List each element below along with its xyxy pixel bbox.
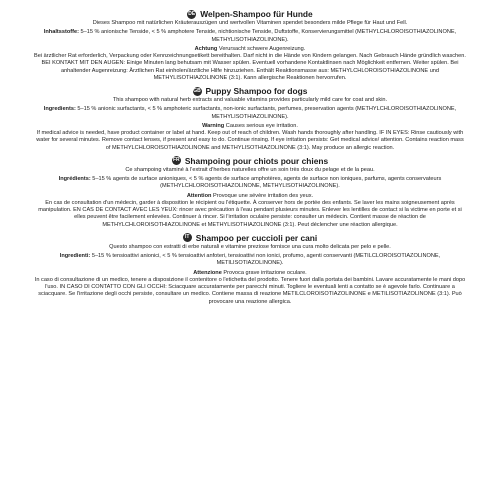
ingredients-paragraph — [34, 29, 466, 44]
ingredients-text: 5–15 % tensioattivi anionici, < 5 % tensioattivi anfoteri, tensioattivi non ionici, profumo, agenti conservanti (METILCLOROISOTIAZOLINONE, METILISOTIAZOLINONE). — [91, 253, 441, 267]
section-intro: Questo shampoo con estratti di erbe naturali e vitamine preziose fornisce una cura molto delicata per pelo e pelle. — [109, 243, 391, 250]
label-text-page — [34, 9, 466, 306]
warning-paragraph — [34, 123, 466, 130]
ingredients-paragraph — [34, 106, 466, 121]
section-de — [34, 9, 466, 82]
section-title: Puppy Shampoo for dogs — [205, 86, 308, 96]
ingredients-label: Ingredienti: — [59, 253, 91, 259]
ingredients-paragraph — [34, 176, 466, 191]
section-intro: Dieses Shampoo mit natürlichen Kräuterauszügen und wertvollen Vitaminen spendet besonders milde Pflege für Haut und Fell. — [92, 20, 408, 26]
section-intro: This shampoo with natural herb extracts and valuable vitamins provides particularly mild care for coat and skin. — [112, 97, 388, 103]
warning-text: Verursacht schwere Augenreizung. — [218, 45, 306, 52]
section-fr — [34, 156, 466, 229]
warning-label: Achtung — [194, 45, 218, 52]
language-badge: GB — [193, 87, 201, 94]
section-title: Welpen-Shampoo für Hunde — [200, 9, 313, 19]
language-badge: DE — [188, 10, 196, 17]
warning-text: Provoca grave irritazione oculare. — [223, 269, 307, 276]
section-title: Shampoing pour chiots pour chiens — [184, 155, 329, 166]
ingredients-text: 5–15 % anionische Tenside, < 5 % amphotere Tenside, nichtionische Tenside, Duftstoffe, Konservierungsmittel (METHYLCHLOROISOTHIAZOLINONE, METHYLISOTHIAZOLINONE). — [80, 29, 457, 43]
safety-details: En cas de consultation d'un médecin, garder à disposition le récipient ou l'étiquette. À conserver hors de portée des enfants. Se laver les mains soigneusement après manipulation. EN CAS DE CONTACT AVEC LES YEUX: rincer avec précaution à l'eau pendant plusieurs minutes. Enlever les lentilles de contact si la victime en porte et si elles peuvent être facilement enlevées. Continuer à rincer. Si l'irritation oculaire persiste: consulter un médecin. Contient masse de réaction de METHYLCHLOROISOTHIAZOLINONE et METHYLISOTHIAZOLINONE (3:1). Peut déclencher une réaction allergique. — [38, 199, 462, 228]
warning-paragraph — [34, 193, 466, 200]
warning-paragraph — [34, 46, 466, 53]
section-heading — [34, 86, 466, 96]
section-it — [34, 233, 466, 306]
warning-paragraph — [34, 270, 466, 277]
section-en — [34, 86, 466, 152]
safety-details: If medical advice is needed, have product container or label at hand. Keep out of reach of children. Wash hands thoroughly after handling. IF IN EYES: Rinse cautiously with water for several minutes. Remove contact lenses, if present and easy to do. Continue rinsing. If eye irritation persists: Get medical advice/ attention. Contains reaction mass of METHYLCHLOROISOTHIAZOLINONE and METHYLISOTHIAZOLINONE (3:1). May produce an allergic reaction. — [36, 130, 464, 151]
warning-label: Attenzione — [193, 269, 222, 276]
warning-text: Causes serious eye irritation. — [225, 122, 298, 129]
language-badge: FR — [173, 157, 180, 164]
ingredients-label: Ingrédients: — [58, 176, 91, 182]
safety-details: In caso di consultazione di un medico, tenere a disposizione il contenitore o l'etichetta del prodotto. Tenere fuori dalla portata dei bambini. Lavare accuratamente le mani dopo l'uso. IN CASO DI CONTATTO CON GLI OCCHI: Sciacquare accuratamente per parecchi minuti. Togliere le eventuali lenti a contatto se è agevole farlo. Continuare a sciacquare. Se l'irritazione degli occhi persiste, consultare un medico. Contiene massa di reazione METILCLOROISOTIAZOLINONE e METILISOTIAZOLINONE (3:1). Può provocare una reazione allergica. — [34, 276, 466, 305]
warning-label: Attention — [186, 192, 212, 199]
ingredients-text: 5–15 % anionic surfactants, < 5 % amphoteric surfactants, non-ionic surfactants, perfumes, preservation agents (METHYLCHLOROISOTHIAZOLINONE, METHYLISOTHIAZOLINONE). — [77, 106, 457, 120]
ingredients-paragraph — [34, 253, 466, 268]
ingredients-label: Inhaltsstoffe: — [43, 29, 79, 36]
section-title: Shampoo per cuccioli per cani — [195, 232, 318, 243]
warning-label: Warning — [202, 122, 225, 129]
section-heading — [34, 233, 466, 243]
section-heading — [34, 156, 466, 166]
warning-text: Provoque une sévère irritation des yeux. — [212, 192, 314, 199]
section-intro: Ce shampoing vitaminé à l'extrait d'herbes naturelles offre un soin très doux du pelage et de la peau. — [125, 166, 375, 173]
language-badge: IT — [183, 233, 192, 242]
ingredients-label: Ingredients: — [43, 106, 76, 113]
ingredients-text: 5–15 % agents de surface anioniques, < 5 % agents de surface amphotères, agents de surface non ioniques, parfums, agents conservateurs (METHYLCHLOROISOTHIAZOLINONE, METHYLISOTHIAZOLINONE). — [92, 176, 442, 190]
section-heading — [34, 9, 466, 19]
safety-details: Bei ärztlicher Rat erforderlich, Verpackung oder Kennzeichnungsetikett bereithalten. Darf nicht in die Hände von Kindern gelangen. Nach Gebrauch Hände gründlich waschen. BEI KONTAKT MIT DEN AUGEN: Einige Minuten lang behutsam mit Wasser spülen. Eventuell vorhandene Kontaktlinsen nach Möglichkeit entfernen. Weiter spülen. Bei anhaltender Augenreizung: Ärztlichen Rat einholen/ärztliche Hilfe hinzuziehen. Enthält Reaktionsmasse aus: METHYLCHLOROISOTHIAZOLINONE und METHYLISOTHIAZOLINONE (3:1). Kann allergische Reaktionen hervorrufen. — [34, 53, 466, 81]
